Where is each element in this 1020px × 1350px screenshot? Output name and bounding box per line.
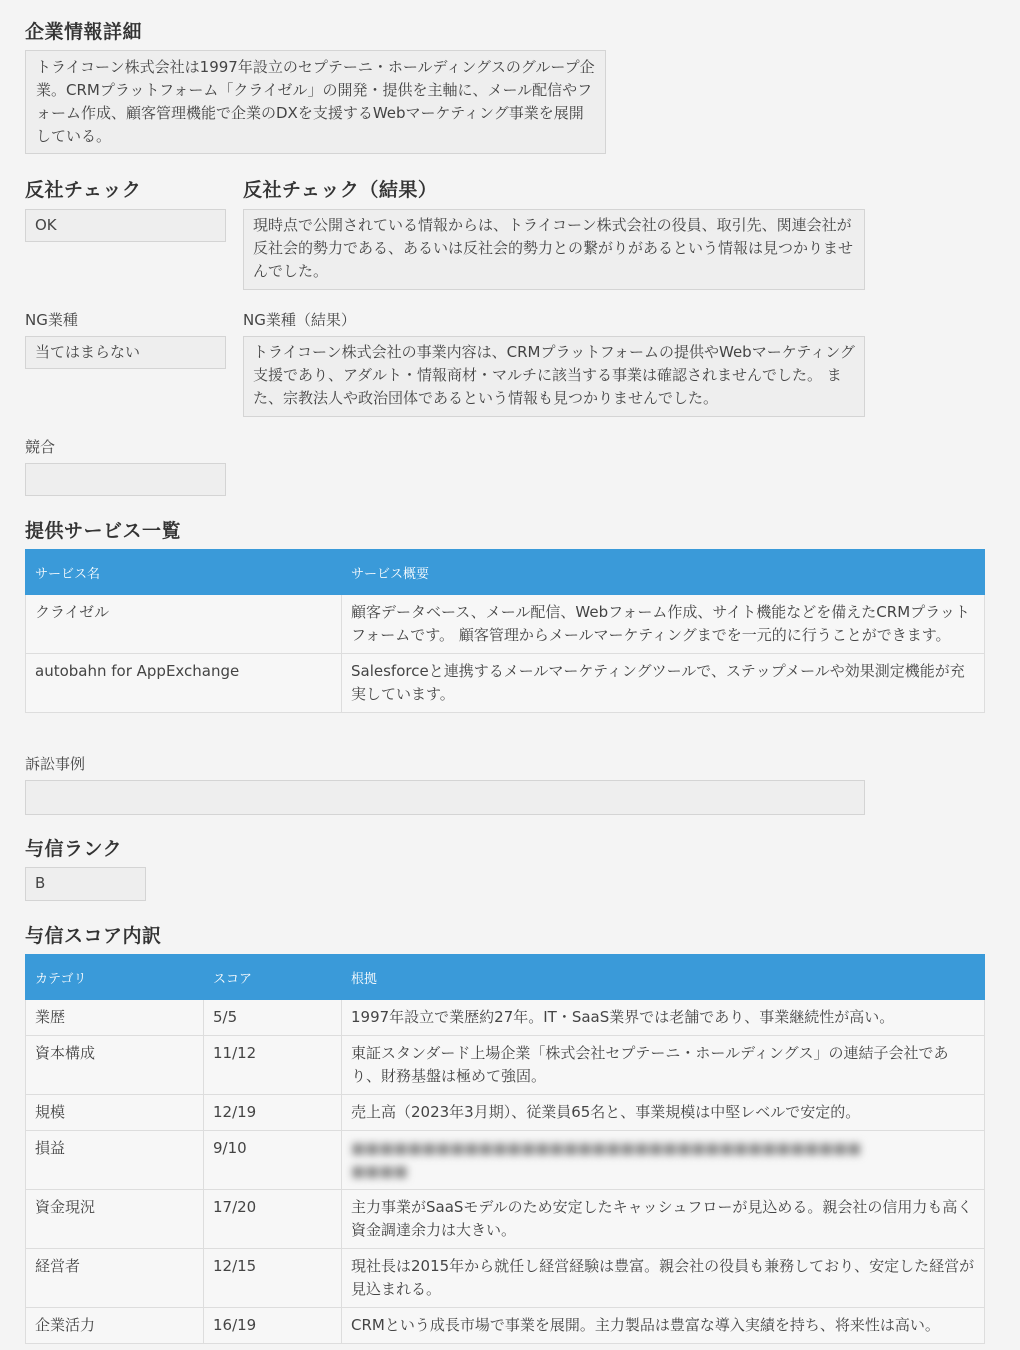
table-row: [26, 1308, 985, 1344]
credit-score: 12/19: [204, 1095, 342, 1131]
credit-basis-redacted: [342, 1131, 985, 1190]
ng-industry-value: 当てはまらない: [25, 336, 226, 369]
credit-score-heading: 与信スコア内訳: [25, 925, 162, 947]
litigation-label: 訴訟事例: [25, 755, 86, 773]
table-row: [26, 1000, 985, 1036]
credit-basis: 1997年設立で業歴約27年。IT・SaaS業界では老舗であり、事業継続性が高い。: [342, 1000, 985, 1036]
litigation-value: [25, 780, 865, 815]
credit-category: 資本構成: [26, 1036, 204, 1095]
credit-category: 損益: [26, 1131, 204, 1190]
table-row: [26, 595, 985, 654]
credit-score: 11/12: [204, 1036, 342, 1095]
services-col-name: サービス名: [26, 550, 342, 595]
company-detail-heading: 企業情報詳細: [25, 21, 143, 43]
services-col-summary: サービス概要: [342, 550, 985, 595]
table-row: [26, 1036, 985, 1095]
credit-basis: 現社長は2015年から就任し経営経験は豊富。親会社の役員も兼務しており、安定した経営が見込まれる。: [342, 1249, 985, 1308]
credit-category: 規模: [26, 1095, 204, 1131]
ng-industry-label: NG業種: [25, 311, 78, 329]
table-row: [26, 1190, 985, 1249]
table-row: [26, 1095, 985, 1131]
credit-basis: 東証スタンダード上場企業「株式会社セプテーニ・ホールディングス」の連結子会社であり、財務基盤は極めて強固。: [342, 1036, 985, 1095]
credit-score-header-row: [26, 955, 985, 1000]
credit-basis: CRMという成長市場で事業を展開。主力製品は豊富な導入実績を持ち、将来性は高い。: [342, 1308, 985, 1344]
ng-industry-result-text: トライコーン株式会社の事業内容は、CRMプラットフォームの提供やWebマーケティング支援であり、アダルト・情報商材・マルチに該当する事業は確認されませんでした。 また、宗教法人や政治団体であるという情報も見つかりませんでした。: [243, 336, 865, 417]
services-header-row: [26, 550, 985, 595]
credit-score-table: [25, 954, 985, 1344]
company-detail-text: トライコーン株式会社は1997年設立のセプテーニ・ホールディングスのグループ企業。CRMプラットフォーム「クライゼル」の開発・提供を主軸に、メール配信やフォーム作成、顧客管理機能で企業のDXを支援するWebマーケティング事業を展開している。: [25, 50, 606, 154]
credit-category: 経営者: [26, 1249, 204, 1308]
service-name: autobahn for AppExchange: [26, 654, 342, 713]
ng-industry-result-label: NG業種（結果）: [243, 311, 356, 329]
service-summary: 顧客データベース、メール配信、Webフォーム作成、サイト機能などを備えたCRMプラットフォームです。 顧客管理からメールマーケティングまでを一元的に行うことができます。: [342, 595, 985, 654]
credit-rank-value: B: [25, 867, 146, 901]
antisocial-check-heading: 反社チェック: [25, 179, 142, 201]
credit-score: 17/20: [204, 1190, 342, 1249]
service-name: クライゼル: [26, 595, 342, 654]
services-table: [25, 549, 985, 713]
table-row: [26, 1131, 985, 1190]
credit-basis: 売上高（2023年3月期）、従業員65名と、事業規模は中堅レベルで安定的。: [342, 1095, 985, 1131]
credit-score: 16/19: [204, 1308, 342, 1344]
credit-col-category: カテゴリ: [26, 955, 204, 1000]
table-row: [26, 654, 985, 713]
credit-col-score: スコア: [204, 955, 342, 1000]
competitor-label: 競合: [25, 438, 56, 456]
credit-category: 企業活力: [26, 1308, 204, 1344]
redacted-text: ■■■■■■■■■■■■■■■■■■■■■■■■■■■■■■■■■■■■ ■■■■: [351, 1139, 862, 1180]
competitor-value: [25, 463, 226, 496]
credit-category: 業歴: [26, 1000, 204, 1036]
antisocial-check-value: OK: [25, 209, 226, 242]
service-summary: Salesforceと連携するメールマーケティングツールで、ステップメールや効果測定機能が充実しています。: [342, 654, 985, 713]
credit-rank-heading: 与信ランク: [25, 838, 123, 860]
credit-score: 9/10: [204, 1131, 342, 1190]
credit-score: 5/5: [204, 1000, 342, 1036]
services-heading: 提供サービス一覧: [25, 520, 182, 542]
antisocial-result-heading: 反社チェック（結果）: [243, 179, 438, 201]
credit-col-basis: 根拠: [342, 955, 985, 1000]
table-row: [26, 1249, 985, 1308]
antisocial-result-text: 現時点で公開されている情報からは、トライコーン株式会社の役員、取引先、関連会社が反社会的勢力である、あるいは反社会的勢力との繋がりがあるという情報は見つかりませんでした。: [243, 209, 865, 290]
credit-category: 資金現況: [26, 1190, 204, 1249]
credit-basis: 主力事業がSaaSモデルのため安定したキャッシュフローが見込める。親会社の信用力も高く資金調達余力は大きい。: [342, 1190, 985, 1249]
credit-score: 12/15: [204, 1249, 342, 1308]
